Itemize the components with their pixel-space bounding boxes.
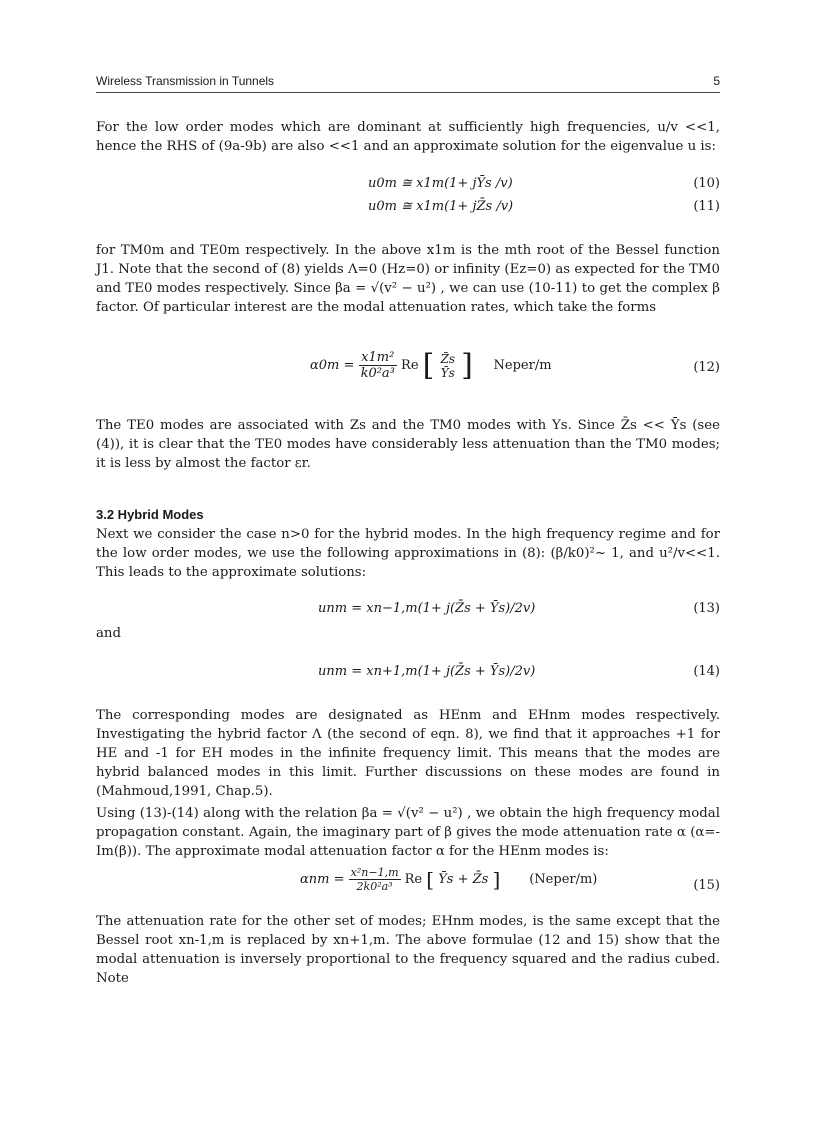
eq14-rhs: = xn+1,m(1+ j(Z̄s + Ȳs)/2v) (351, 664, 536, 679)
eq13-number: (13) (693, 601, 720, 616)
equation-15: αnm = $\frac{\text{x²n−1,m}}{\text{2k0²a³}}$ Re [ Ȳs + Z̄s ] (Neper/m) (15) (300, 866, 720, 893)
eq10-rhs: ≅ x1m(1+ jȲs /v) (401, 176, 513, 191)
eq12-ratio (439, 352, 458, 380)
equation-10 (96, 176, 720, 196)
paragraph-4: Next we consider the case n>0 for the hybrid modes. In the high frequency regime and for the low order modes, we use the following approximations in (8): (β/k0)²~ 1, and u²/v<<1. This leads to the approximate solutions: (96, 527, 720, 580)
eq12-top: Z̄s (440, 351, 456, 366)
eq10-lhs: u0m (368, 176, 397, 191)
header-title: Wireless Transmission in Tunnels (96, 74, 275, 88)
eq10-number: (10) (693, 176, 720, 191)
running-header (96, 72, 720, 93)
eq12-op: Re (401, 358, 419, 373)
eq15-lhs: αnm (300, 872, 330, 887)
paragraph-2: for TM0m and TE0m respectively. In the above x1m is the mth root of the Bessel function J1. Note that the second of (8) yields Λ=0 (Hz=0) or infinity (Ez=0) as expected for the TM0 and TE0 modes respectively. Since βa = √(v² − u²) , we can use (10-11) to get the complex β factor. Of particular interest are the modal attenuation rates, which take the forms (96, 243, 720, 315)
eq12-number: (12) (693, 360, 720, 375)
paragraph-6: Using (13)-(14) along with the relation βa = √(v² − u²) , we obtain the high frequency modal propagation constant. Again, the imaginary part of β gives the mode attenuation rate α (α=-Im(β)). The approximate modal attenuation factor α for the HEnm modes is: (96, 806, 720, 859)
section-heading: 3.2 Hybrid Modes (96, 507, 204, 522)
eq15-numerator: x²n−1,m (350, 866, 399, 879)
paragraph-1: For the low order modes which are dominant at sufficiently high frequencies, u/v <<1, hence the RHS of (9a-9b) are also <<1 and an approximate solution for the eigenvalue u is: (96, 120, 720, 154)
eq15-inner: Ȳs + Z̄s (438, 872, 489, 887)
paragraph-3: The TE0 modes are associated with Zs and the TM0 modes with Ys. Since Z̄s << Ȳs (see (4)), it is clear that the TE0 modes have considerably less attenuation than the TM0 modes; it is less by almost the factor εr. (96, 418, 720, 471)
equation-13 (96, 601, 720, 621)
eq12-fraction (359, 350, 397, 381)
eq15-op: Re (404, 872, 423, 887)
paragraph-5: The corresponding modes are designated as HEnm and EHnm modes respectively. Investigating the hybrid factor Λ (the second of eqn. 8), we find that it approaches +1 for HE and -1 for EH modes in the infinite frequency limit. This means that the modes are hybrid balanced modes in this limit. Further discussions on these modes are found in (Mahmoud,1991, Chap.5). (96, 708, 720, 799)
eq13-rhs: = xn−1,m(1+ j(Z̄s + Ȳs)/2v) (351, 601, 536, 616)
eq12-bottom: Ȳs (440, 365, 455, 380)
eq11-rhs: ≅ x1m(1+ jZ̄s /v) (401, 199, 514, 214)
eq15-unit: (Neper/m) (529, 872, 598, 887)
eq12-unit: Neper/m (493, 358, 552, 373)
eq15-number: (15) (693, 878, 720, 893)
eq14-number: (14) (693, 664, 720, 679)
and-text: and (96, 626, 122, 641)
equation-12: α0m = $\frac{\text{x1m²}}{\text{k0²a³}}$ Re [ Z̄s Ȳs ] Neper/m (12) (310, 348, 720, 383)
eq12-numerator: x1m² (359, 350, 397, 366)
equation-14 (96, 664, 720, 684)
page-number: 5 (713, 74, 720, 88)
eq12-denominator: k0²a³ (360, 366, 395, 381)
eq13-lhs: unm (318, 601, 348, 616)
eq12-lhs: α0m (310, 358, 340, 373)
eq11-number: (11) (693, 199, 720, 214)
eq15-denominator: 2k0²a³ (356, 880, 393, 893)
equation-11 (96, 199, 720, 219)
eq11-lhs: u0m (368, 199, 397, 214)
eq15-fraction (349, 866, 401, 893)
eq14-lhs: unm (318, 664, 348, 679)
paragraph-7: The attenuation rate for the other set of modes; EHnm modes, is the same except that the Bessel root xn-1,m is replaced by xn+1,m. The above formulae (12 and 15) show that the modal attenuation is inversely proportional to the frequency squared and the radius cubed. Note (96, 914, 720, 986)
